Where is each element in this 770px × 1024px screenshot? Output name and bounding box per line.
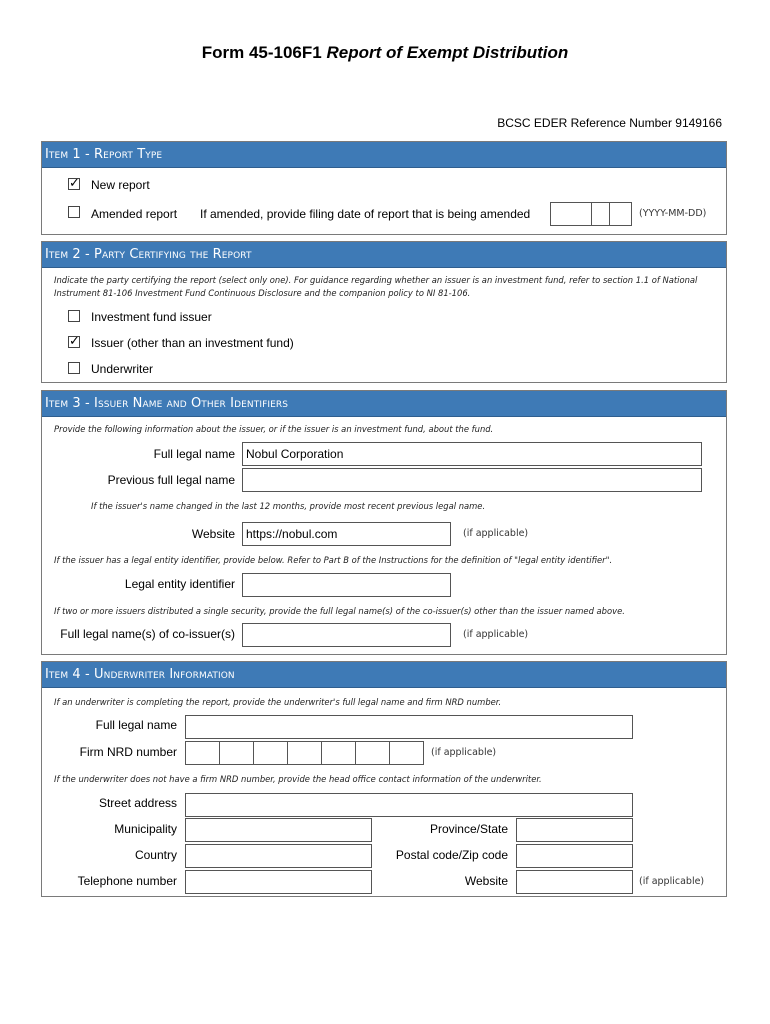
underwriter-checkbox[interactable] [68, 362, 80, 374]
new-report-label: New report [91, 178, 150, 192]
province-field[interactable] [516, 818, 633, 842]
amended-date-prompt: If amended, provide filing date of report that is being amended [200, 207, 531, 221]
item2-note: Indicate the party certifying the report (select only one). For guidance regarding whether an issuer is an investment fund, refer to section 1.1 of National Instrument 81-106 Investment Fund Continuous Disclosure and the companion policy to NI 81-106. [54, 275, 698, 298]
municipality-label: Municipality [114, 822, 177, 836]
new-report-checkbox[interactable]: ✓ [69, 176, 80, 191]
underwriter-website-label: Website [464, 874, 508, 888]
previous-name-field[interactable] [242, 468, 702, 492]
item1-heading: Item 1 - Report Type [42, 142, 726, 168]
lei-field[interactable] [242, 573, 451, 597]
underwriter-website-if-applicable: (if applicable) [639, 876, 705, 887]
coissuer-if-applicable: (if applicable) [463, 629, 529, 640]
street-field[interactable] [185, 793, 633, 817]
postal-field[interactable] [516, 844, 633, 868]
item3-note: Provide the following information about the issuer, or if the issuer is an investment fund, about the fund. [54, 424, 494, 434]
street-label: Street address [98, 796, 177, 810]
nrd-number-field[interactable] [185, 741, 424, 765]
investment-fund-checkbox[interactable] [68, 310, 80, 322]
item3-heading: Item 3 - Issuer Name and Other Identifiers [42, 391, 726, 417]
lei-note: If the issuer has a legal entity identifier, provide below. Refer to Part B of the Instructions for the definition of "legal entity identifier". [54, 555, 613, 565]
item4-note: If an underwriter is completing the report, provide the underwriter's full legal name and firm NRD number. [54, 697, 502, 707]
form-title: Form 45-106F1 Report of Exempt Distribution [201, 43, 569, 62]
lei-label: Legal entity identifier [124, 577, 235, 591]
telephone-field[interactable] [185, 870, 372, 894]
underwriter-website-field[interactable] [516, 870, 633, 894]
issuer-legal-name-label: Full legal name [153, 447, 235, 461]
country-field[interactable] [185, 844, 372, 868]
amended-date-field[interactable] [550, 202, 632, 226]
amended-report-checkbox[interactable] [68, 206, 80, 218]
issuer-checkbox[interactable]: ✓ [69, 334, 80, 349]
coissuer-note: If two or more issuers distributed a single security, provide the full legal name(s) of the co-issuer(s) other than the issuer named above. [54, 606, 625, 616]
website-if-applicable: (if applicable) [463, 528, 529, 539]
item2-heading: Item 2 - Party Certifying the Report [42, 242, 726, 268]
nrd-label: Firm NRD number [79, 745, 177, 759]
underwriter-label: Underwriter [91, 362, 154, 376]
underwriter-name-field[interactable] [185, 715, 633, 739]
item4-heading: Item 4 - Underwriter Information [42, 662, 726, 688]
underwriter-name-label: Full legal name [95, 718, 177, 732]
amended-report-label: Amended report [91, 207, 178, 221]
postal-label: Postal code/Zip code [395, 848, 508, 862]
telephone-label: Telephone number [77, 874, 177, 888]
province-label: Province/State [429, 822, 508, 836]
previous-name-label: Previous full legal name [107, 473, 235, 487]
coissuer-field[interactable] [242, 623, 451, 647]
reference-number: BCSC EDER Reference Number 9149166 [497, 116, 722, 130]
country-label: Country [134, 848, 177, 862]
coissuer-label: Full legal name(s) of co-issuer(s) [60, 627, 235, 641]
issuer-legal-name-field[interactable]: Nobul Corporation [242, 442, 702, 466]
previous-name-note: If the issuer's name changed in the last 12 months, provide most recent previous legal name. [91, 501, 486, 511]
nrd-if-applicable: (if applicable) [431, 747, 497, 758]
issuer-label: Issuer (other than an investment fund) [91, 336, 294, 350]
municipality-field[interactable] [185, 818, 372, 842]
underwriter-contact-note: If the underwriter does not have a firm NRD number, provide the head office contact information of the underwriter. [54, 774, 542, 784]
investment-fund-label: Investment fund issuer [91, 310, 212, 324]
date-format-hint: (YYYY-MM-DD) [639, 208, 707, 219]
website-field[interactable]: https://nobul.com [242, 522, 451, 546]
website-label: Website [191, 527, 235, 541]
